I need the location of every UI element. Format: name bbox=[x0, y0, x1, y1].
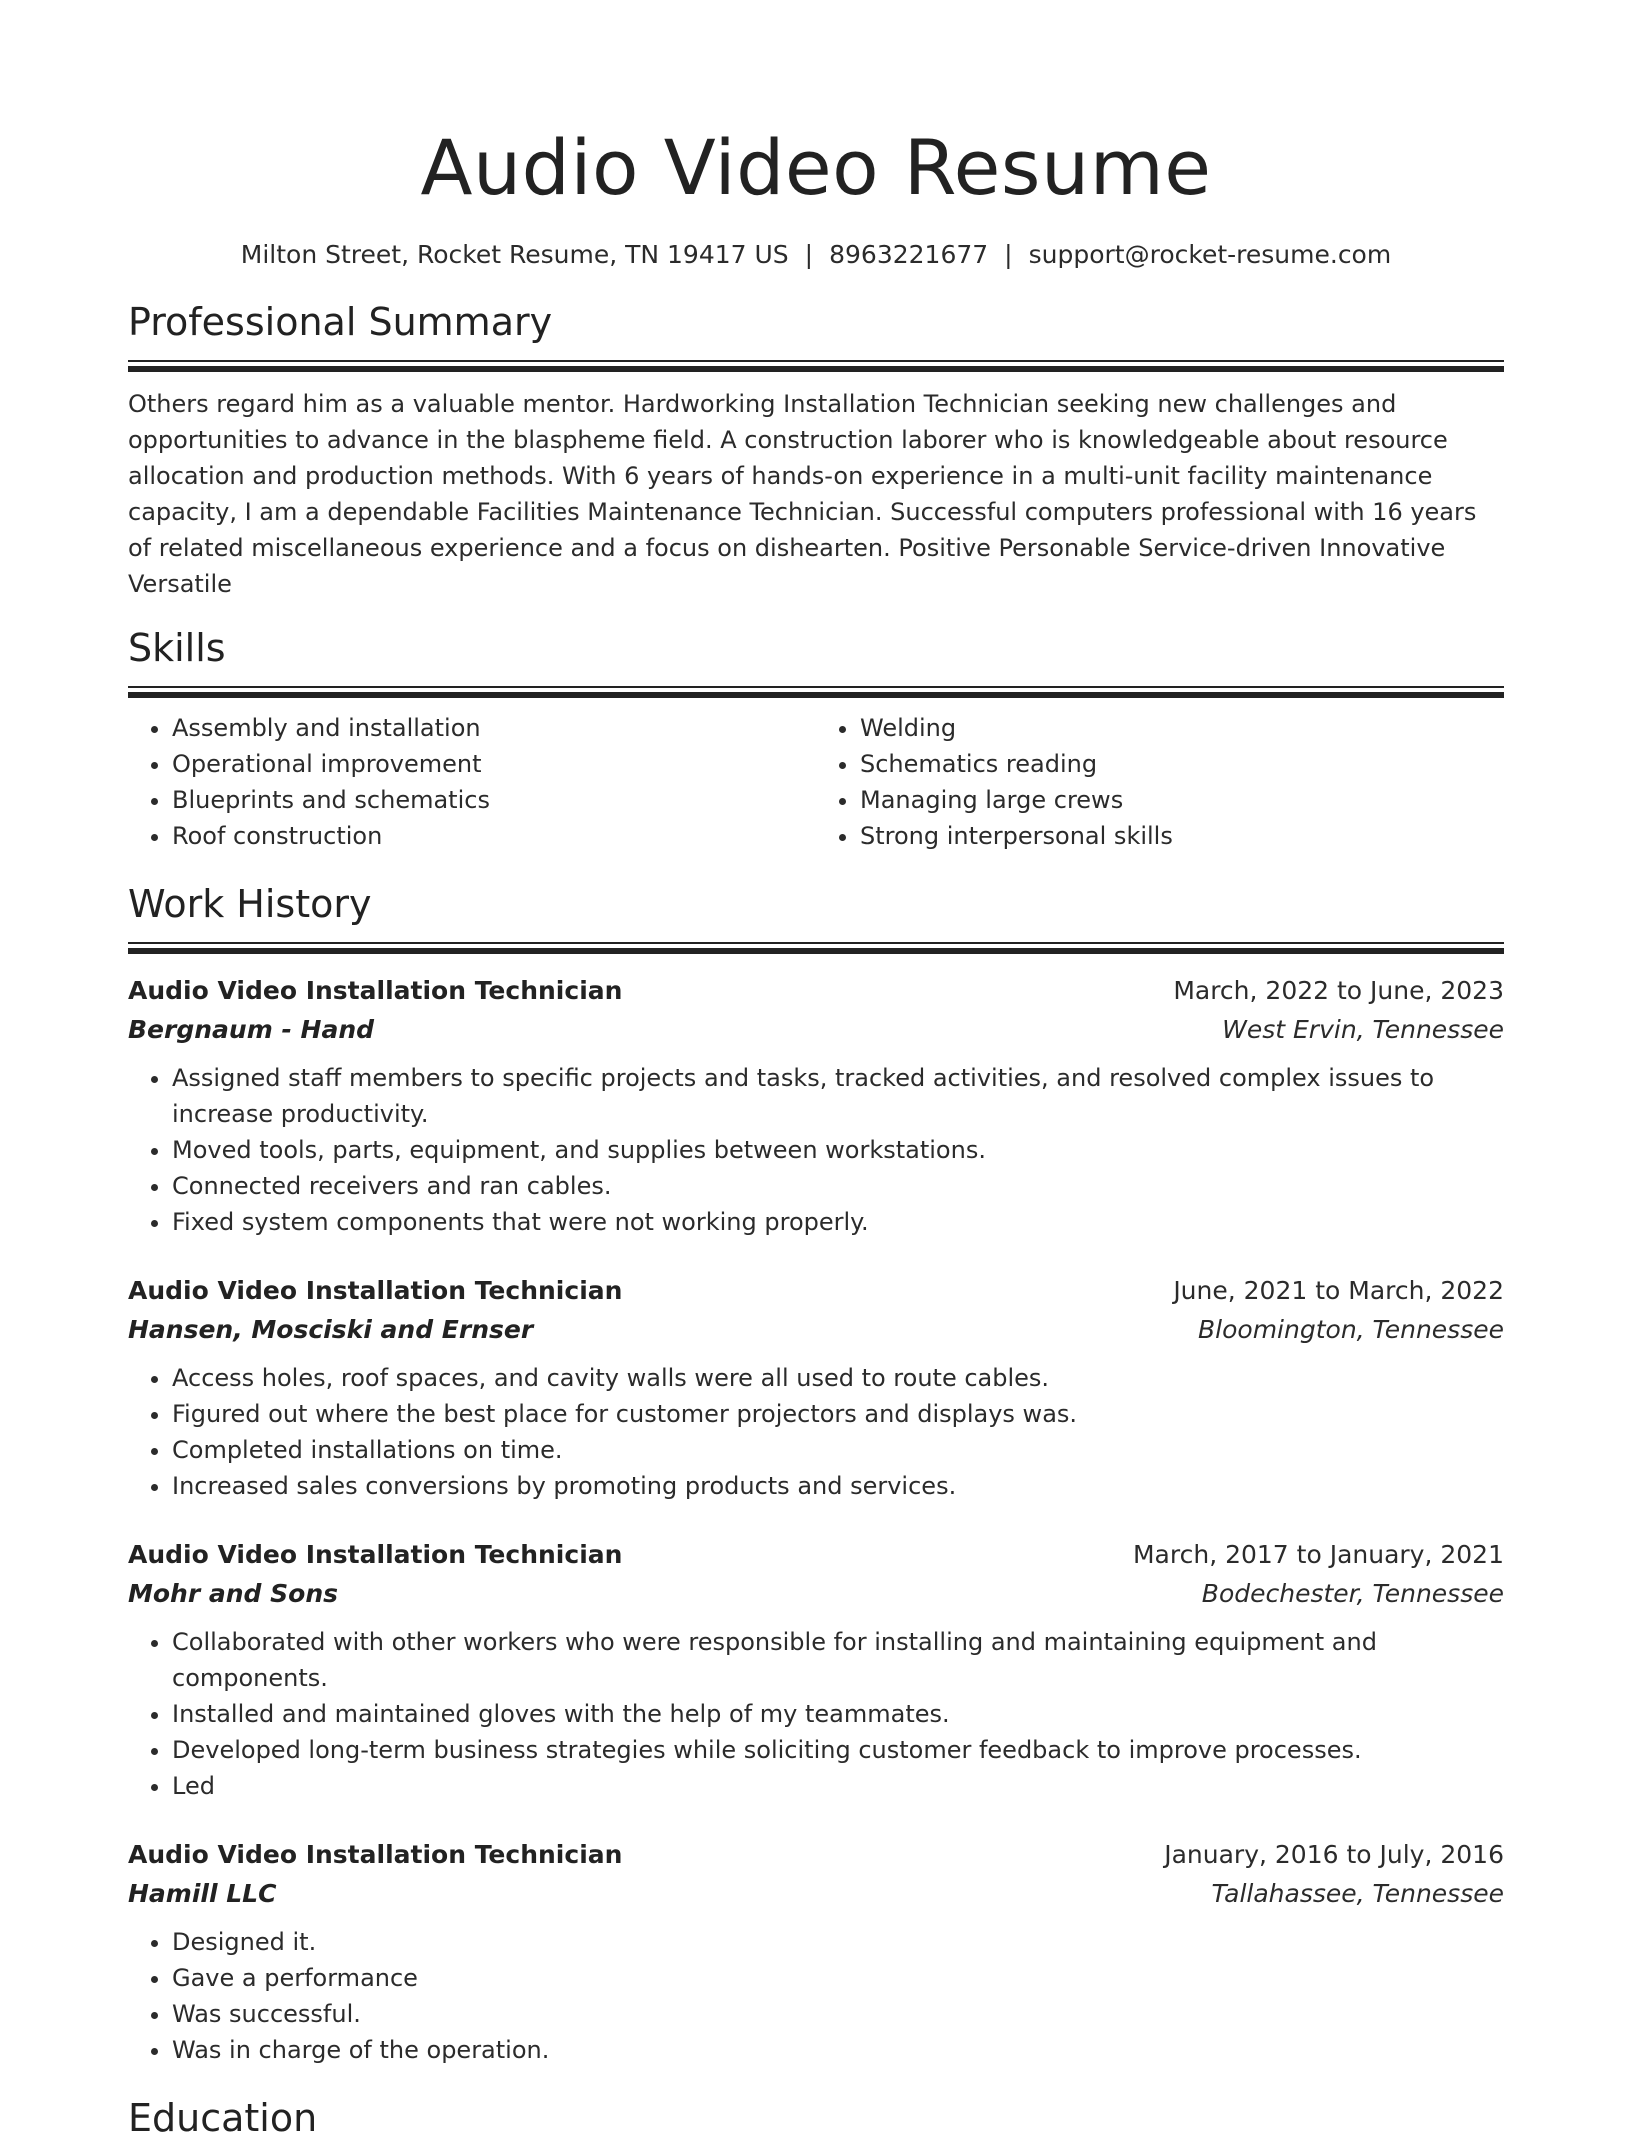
education-section bbox=[128, 2094, 1504, 2142]
skill-item: • Assembly and installation bbox=[172, 710, 816, 746]
contact-line bbox=[128, 238, 1504, 272]
contact-address: Milton Street, Rocket Resume, TN 19417 US bbox=[240, 240, 789, 269]
job-company: Hansen, Mosciski and Ernser bbox=[128, 1315, 534, 1344]
skill-item: • Managing large crews bbox=[860, 782, 1504, 818]
job-bullet: • Connected receivers and ran cables. bbox=[172, 1168, 1504, 1204]
job-title: Audio Video Installation Technician bbox=[128, 1276, 623, 1305]
job-company: Hamill LLC bbox=[128, 1879, 277, 1908]
resume-title: Audio Video Resume bbox=[420, 123, 1212, 212]
skills-grid bbox=[128, 710, 1504, 854]
job-bullet: • Assigned staff members to specific projects and tasks, tracked activities, and resolved complex issues to increase productivity. bbox=[172, 1060, 1504, 1132]
job-bullet: • Was in charge of the operation. bbox=[172, 2032, 1504, 2068]
job-bullets bbox=[128, 1060, 1504, 1240]
section-divider bbox=[128, 686, 1504, 698]
job-dates: June, 2021 to March, 2022 bbox=[1173, 1276, 1504, 1305]
skill-item: • Blueprints and schematics bbox=[172, 782, 816, 818]
skill-item: • Strong interpersonal skills bbox=[860, 818, 1504, 854]
education-heading: Education bbox=[128, 2096, 318, 2140]
summary-heading: Professional Summary bbox=[128, 300, 553, 344]
job-bullet: • Developed long-term business strategies while soliciting customer feedback to improve processes. bbox=[172, 1732, 1504, 1768]
job-bullets bbox=[128, 1360, 1504, 1504]
job-company: Mohr and Sons bbox=[128, 1579, 339, 1608]
job-bullet: • Increased sales conversions by promoting products and services. bbox=[172, 1468, 1504, 1504]
job-entry bbox=[128, 1836, 1504, 2068]
contact-separator: | bbox=[1004, 240, 1013, 269]
section-divider bbox=[128, 942, 1504, 954]
contact-phone: 8963221677 bbox=[829, 240, 989, 269]
skills-list-right bbox=[816, 710, 1504, 854]
job-dates: January, 2016 to July, 2016 bbox=[1164, 1840, 1504, 1869]
job-bullet: • Installed and maintained gloves with the help of my teammates. bbox=[172, 1696, 1504, 1732]
skill-item: • Roof construction bbox=[172, 818, 816, 854]
skills-heading: Skills bbox=[128, 626, 226, 670]
job-location: West Ervin, Tennessee bbox=[1222, 1015, 1504, 1044]
summary-text: Others regard him as a valuable mentor. Hardworking Installation Technician seeking new challenges and opportunities to advance in the blaspheme field. A construction laborer who is knowledgeable about resource allocation and production methods. With 6 years of hands-on experience in a multi-unit facility maintenance capacity, I am a dependable Facilities Maintenance Technician. Successful computers professional with 16 years of related miscellaneous experience and a focus on dishearten. Positive Personable Service-driven Innovative Versatile bbox=[128, 390, 1477, 598]
job-bullet: • Fixed system components that were not working properly. bbox=[172, 1204, 1504, 1240]
job-bullet: • Access holes, roof spaces, and cavity walls were all used to route cables. bbox=[172, 1360, 1504, 1396]
work-history-heading: Work History bbox=[128, 882, 372, 926]
contact-email: support@rocket-resume.com bbox=[1028, 240, 1392, 269]
job-bullet: • Gave a performance bbox=[172, 1960, 1504, 1996]
job-title: Audio Video Installation Technician bbox=[128, 976, 623, 1005]
job-bullet: • Moved tools, parts, equipment, and supplies between workstations. bbox=[172, 1132, 1504, 1168]
contact-separator: | bbox=[804, 240, 814, 269]
job-dates: March, 2022 to June, 2023 bbox=[1173, 976, 1504, 1005]
job-entry bbox=[128, 1536, 1504, 1804]
job-bullets bbox=[128, 1624, 1504, 1804]
work-history-section bbox=[128, 880, 1504, 2068]
skill-item: • Welding bbox=[860, 710, 1504, 746]
job-location: Tallahassee, Tennessee bbox=[1211, 1879, 1504, 1908]
job-title: Audio Video Installation Technician bbox=[128, 1540, 623, 1569]
job-bullet: • Figured out where the best place for customer projectors and displays was. bbox=[172, 1396, 1504, 1432]
skill-item: • Operational improvement bbox=[172, 746, 816, 782]
job-bullet: • Designed it. bbox=[172, 1924, 1504, 1960]
job-location: Bloomington, Tennessee bbox=[1198, 1315, 1504, 1344]
resume-page bbox=[128, 0, 1504, 2142]
job-location: Bodechester, Tennessee bbox=[1201, 1579, 1504, 1608]
job-bullets bbox=[128, 1924, 1504, 2068]
summary-section bbox=[128, 298, 1504, 602]
job-dates: March, 2017 to January, 2021 bbox=[1132, 1540, 1504, 1569]
job-bullet: • Led bbox=[172, 1768, 1504, 1804]
skill-item: • Schematics reading bbox=[860, 746, 1504, 782]
job-entry bbox=[128, 972, 1504, 1240]
skills-section bbox=[128, 624, 1504, 854]
section-divider bbox=[128, 360, 1504, 372]
job-company: Bergnaum - Hand bbox=[128, 1015, 375, 1044]
job-title: Audio Video Installation Technician bbox=[128, 1840, 623, 1869]
job-entry bbox=[128, 1272, 1504, 1504]
job-bullet: • Collaborated with other workers who were responsible for installing and maintaining equipment and components. bbox=[172, 1624, 1504, 1696]
skills-list-left bbox=[128, 710, 816, 854]
job-bullet: • Was successful. bbox=[172, 1996, 1504, 2032]
job-bullet: • Completed installations on time. bbox=[172, 1432, 1504, 1468]
